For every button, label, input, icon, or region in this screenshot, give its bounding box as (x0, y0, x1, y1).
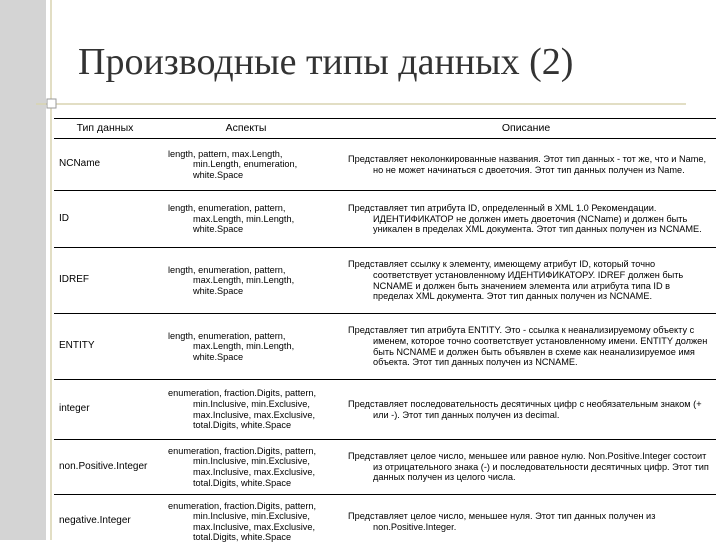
rule-corner-square (47, 99, 56, 108)
type-cell: ID (54, 191, 156, 248)
type-cell: negative.Integer (59, 515, 131, 527)
table-header-row (54, 119, 716, 139)
description-cell (336, 139, 716, 191)
type-cell: integer (54, 380, 156, 440)
type-cell: IDREF (54, 248, 156, 314)
aspects-cell (156, 495, 336, 549)
table-row (54, 139, 716, 191)
table-row (54, 495, 716, 549)
slide-title: Производные типы данных (2) (78, 41, 574, 83)
description-text: Представляет тип атрибута ID, определенный в XML 1.0 Рекомендации. ИДЕНТИФИКАТОР не должен иметь двоеточия (NCName) и должен быть уникален в пределах XML документа. Этот тип данных получен из NCNAME. (348, 203, 702, 235)
description-cell (336, 380, 716, 440)
description-text: Представляет целое число, меньшее нуля. Этот тип данных получен из non.Positive.Integer. (348, 511, 656, 532)
header-aspects: Аспекты (156, 119, 336, 139)
aspects-text: enumeration, fraction.Digits, pattern, min.Inclusive, min.Exclusive, max.Inclusive, max.Exclusive, total.Digits, white.Space (168, 445, 317, 488)
description-cell (336, 314, 716, 380)
aspects-text: enumeration, fraction.Digits, pattern, min.Inclusive, min.Exclusive, max.Inclusive, max.Exclusive, total.Digits, white.Space (168, 388, 317, 431)
aspects-text: length, enumeration, pattern, max.Length, min.Length, white.Space (168, 330, 295, 362)
type-cell: ENTITY (54, 314, 156, 380)
description-text: Представляет последовательность десятичных цифр с необязательным знаком (+ или -). Этот тип данных получен из decimal. (348, 398, 702, 420)
aspects-cell (156, 248, 336, 314)
derived-types-table (54, 118, 716, 549)
description-cell (336, 440, 716, 495)
aspects-text: length, pattern, max.Length, min.Length, enumeration, white.Space (168, 148, 298, 180)
description-cell (336, 248, 716, 314)
aspects-text: length, enumeration, pattern, max.Length, min.Length, white.Space (168, 264, 295, 296)
description-text: Представляет неколонкированные названия. Этот тип данных - тот же, что и Name, но не может начинаться с двоеточия. Этот тип данных получен из Name. (348, 153, 707, 175)
table-row (54, 314, 716, 380)
aspects-cell (156, 191, 336, 248)
type-cell: non.Positive.Integer (54, 440, 156, 495)
type-cell: NCName (54, 139, 156, 191)
table-row (54, 248, 716, 314)
header-type: Тип данных (54, 119, 156, 139)
aspects-cell (156, 314, 336, 380)
header-description: Описание (336, 119, 716, 139)
aspects-cell (156, 440, 336, 495)
description-text: Представляет целое число, меньшее или равное нулю. Non.Positive.Integer состоит из отрицательного знака (-) и последовательности десятичных цифр. Этот тип данных получен из целого числа. (348, 451, 709, 483)
aspects-text: enumeration, fraction.Digits, pattern, min.Inclusive, min.Exclusive, max.Inclusive, max.Exclusive, total.Digits, white.Space (168, 500, 317, 543)
aspects-cell (156, 380, 336, 440)
aspects-cell (156, 139, 336, 191)
table-row (54, 440, 716, 495)
table-row (54, 380, 716, 440)
description-cell (336, 495, 716, 549)
description-text: Представляет тип атрибута ENTITY. Это - ссылка к неанализируемому объекту с именем, которое точно соответствует установленному имени. ENTITY должен быть NCNAME и должен быть объявлен в схеме как неанализируемое имя объекта. Этот тип данных получен из NCNAME. (348, 325, 708, 368)
aspects-text: length, enumeration, pattern, max.Length, min.Length, white.Space (168, 203, 295, 235)
table-row (54, 191, 716, 248)
description-text: Представляет ссылку к элементу, имеющему атрибут ID, который точно соответствует установленному ИДЕНТИФИКАТОРУ. IDREF должен быть NCNAME и должен быть значением элемента или атрибута типа ID в пределах XML документа. Этот тип данных получен из NCNAME. (348, 259, 684, 302)
left-decorative-bar (0, 0, 46, 540)
description-cell (336, 191, 716, 248)
